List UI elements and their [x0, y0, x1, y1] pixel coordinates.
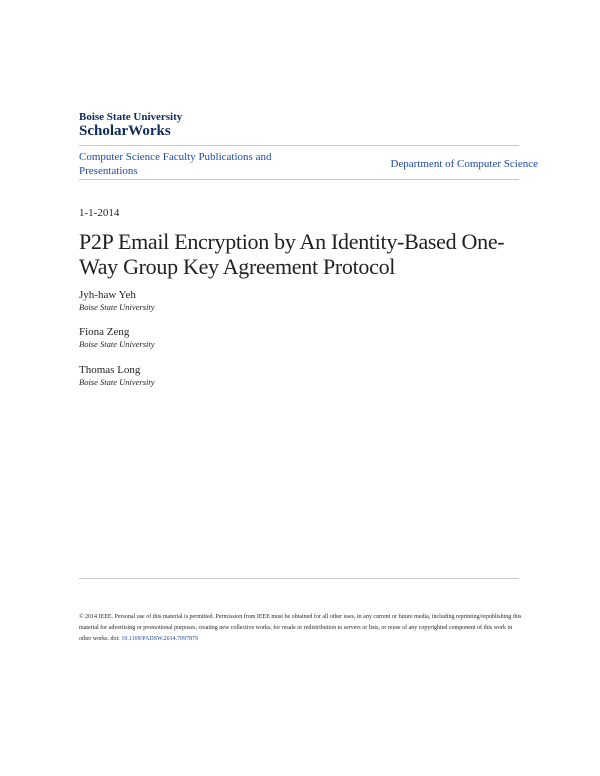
author-name[interactable]: Thomas Long: [79, 364, 141, 376]
author-affiliation: Boise State University: [79, 377, 155, 387]
header-top-divider: [79, 145, 519, 146]
author-name[interactable]: Jyh-haw Yeh: [79, 289, 136, 301]
collection-link[interactable]: Computer Science Faculty Publications and Presentations: [79, 151, 272, 177]
author-name[interactable]: Fiona Zeng: [79, 326, 130, 338]
paper-title: P2P Email Encryption by An Identity-Based One-Way Group Key Agreement Protocol: [79, 229, 505, 279]
scholarworks-logo[interactable]: ScholarWorks: [79, 123, 171, 139]
department-link[interactable]: Department of Computer Science: [390, 158, 538, 170]
author-block: [79, 364, 155, 388]
copyright-notice-text: © 2014 IEEE. Personal use of this material is permitted. Permission from IEEE must be obtained for all other uses, in any current or future media, including reprinting/republishing this material for advertising or promotional purposes, creating new collective works, for resale or redistribution to servers or lists, or reuse of any copyrighted component of this work in other works. doi:: [79, 614, 522, 642]
copyright-notice: [79, 612, 524, 645]
header-bottom-divider: [79, 179, 519, 180]
footer-divider: [79, 578, 519, 579]
doi-link[interactable]: 10.1109/PADSW.2014.7097879: [121, 636, 199, 642]
author-block: [79, 326, 155, 350]
publication-date: 1-1-2014: [79, 207, 120, 219]
author-affiliation: Boise State University: [79, 339, 155, 349]
author-affiliation: Boise State University: [79, 302, 155, 312]
author-block: [79, 289, 155, 313]
university-name[interactable]: Boise State University: [79, 111, 183, 123]
